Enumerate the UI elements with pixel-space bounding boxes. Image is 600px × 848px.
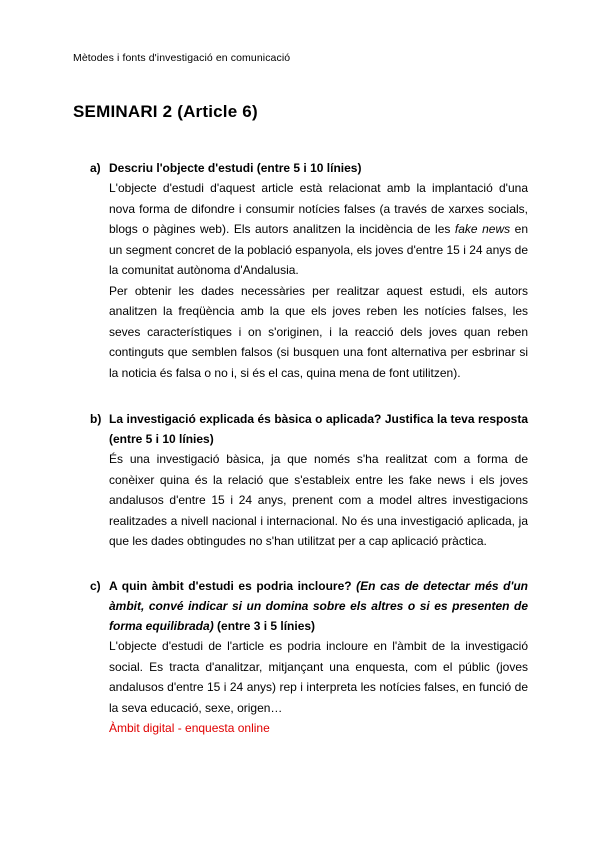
note-text: Àmbit digital - enquesta online [109,721,270,735]
question-letter: c) [90,579,101,593]
question-letter: a) [90,161,101,175]
question-c [90,576,528,636]
emphasis-text: (En cas de detectar més d'un àmbit, convé indicar si un domina sobre els altres o si es presenten de forma equilibrada) [109,579,528,633]
section-c [90,576,528,739]
answer-paragraph: És una investigació bàsica, ja que només s'ha realitzat com a forma de conèixer quina és la relació que s'estableix entre les fake news i els joves andalusos d'entre 15 i 24 anys, prenent com a model altres investigacions realitzades a nivell nacional i internacional. No és una investigació aplicada, ja que les dades obtingudes no s'han utilitzat per a cap aplicació pràctica. [109,452,528,548]
document-header: Mètodes i fonts d'investigació en comunicació [73,52,291,64]
question-a [90,158,528,178]
section-a [90,158,528,383]
text-run: L'objecte d'estudi d'aquest article està relacionat amb la implantació d'una nova forma de difondre i consumir notícies falses (a través de xarxes socials, blogs o pàgines web). Els autors analitzen la incidència de les [109,181,528,236]
text-run: en un segment concret de la població espanyola, els joves d'entre 15 i 24 anys de la comunitat autònoma d'Andalusia. [109,222,528,277]
answer-a [109,178,528,383]
question-text: Descriu l'objecte d'estudi (entre 5 i 10 línies) [109,161,362,175]
answer-c [109,636,528,739]
answer-paragraph [109,178,528,281]
answer-paragraph: Per obtenir les dades necessàries per realitzar aquest estudi, els autors analitzen la freqüència amb la que els joves reben les notícies falses, les seves característiques i on s'originen, i la reacció dels joves quan reben continguts que semblen falsos (si busquen una font alternativa per esbrinar si la noticia és falsa o no i, si és el cas, quina mena de font utilitzen). [109,283,528,380]
emphasis-text: fake news [454,222,511,236]
question-b [90,409,528,449]
answer-paragraph: L'objecte d'estudi de l'article es podria incloure en l'àmbit de la investigació social. Es tracta d'analitzar, mitjançant una enquesta, com el públic (joves andalusos d'entre 15 i 24 anys) rep i interpreta les notícies falses, en funció de la seva educació, sexe, origen… [109,639,528,715]
section-b [90,409,528,552]
page-title: SEMINARI 2 (Article 6) [73,102,258,121]
answer-b [109,449,528,552]
text-run: A quin àmbit d'estudi es podria incloure? [109,579,357,593]
text-run: (entre 3 i 5 línies) [213,619,316,633]
question-text [109,576,528,636]
question-text: La investigació explicada és bàsica o aplicada? Justifica la teva resposta (entre 5 i 10 línies) [109,412,528,446]
question-letter: b) [90,412,102,426]
